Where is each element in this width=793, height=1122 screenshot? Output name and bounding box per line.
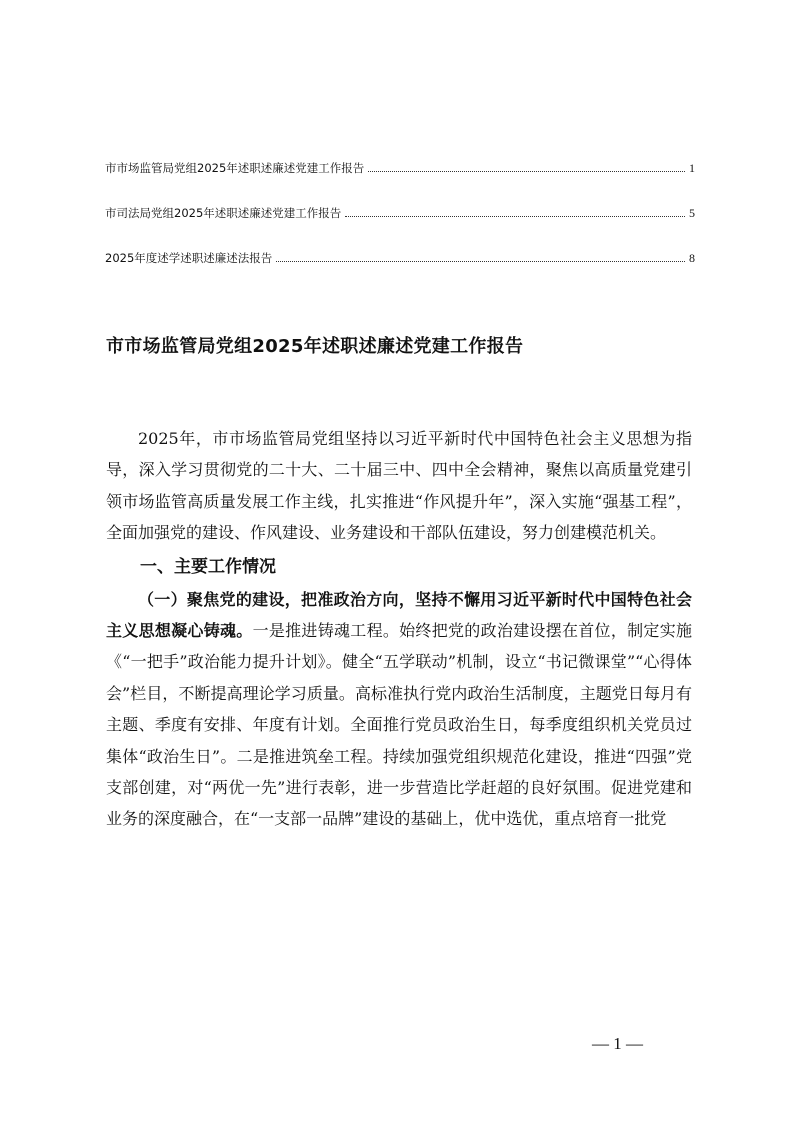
body-paragraph [106, 584, 692, 835]
document-title: 市市场监管局党组2025年述职述廉述党建工作报告 [106, 336, 524, 357]
page-number: — 1 — [592, 1034, 643, 1053]
paragraph-lead: （一）聚焦党的建设，把准政治方向，坚持不懈用习近平新时代中国特色社会主义思想凝心铸魂。 [106, 589, 692, 641]
toc-entry[interactable] [105, 205, 695, 225]
toc-entry-page: 1 [689, 161, 695, 175]
toc-leader-dots [276, 260, 685, 262]
toc-leader-dots [345, 215, 685, 217]
table-of-contents [105, 160, 695, 295]
toc-entry[interactable] [105, 250, 695, 270]
toc-entry-page: 5 [689, 206, 695, 220]
toc-leader-dots [368, 170, 685, 172]
toc-entry[interactable] [105, 160, 695, 180]
toc-entry-page: 8 [689, 251, 695, 265]
intro-paragraph: 2025年，市市场监管局党组坚持以习近平新时代中国特色社会主义思想为指导，深入学习贯彻党的二十大、二十届三中、四中全会精神，聚焦以高质量党建引领市场监管高质量发展工作主线，扎实推进“作风提升年”，深入实施“强基工程”，全面加强党的建设、作风建设、业务建设和干部队伍建设，努力创建模范机关。 [106, 429, 692, 543]
toc-entry-title: 市市场监管局党组2025年述职述廉述党建工作报告 [105, 161, 365, 175]
section-heading: 一、主要工作情况 [140, 556, 276, 577]
document-body [106, 423, 692, 835]
toc-entry-title: 2025年度述学述职述廉述法报告 [105, 251, 273, 265]
toc-entry-title: 市司法局党组2025年述职述廉述党建工作报告 [105, 206, 342, 220]
paragraph-body: 一是推进铸魂工程。始终把党的政治建设摆在首位，制定实施《“一把手”政治能力提升计划》。健全“五学联动”机制，设立“书记微课堂”“心得体会”栏目，不断提高理论学习质量。高标准执行党内政治生活制度，主题党日每月有主题、季度有安排、年度有计划。全面推行党员政治生日，每季度组织机关党员过集体“政治生日”。二是推进筑垒工程。持续加强党组织规范化建设，推进“四强”党支部创建，对“两优一先”进行表彰，进一步营造比学赶超的良好氛围。促进党建和业务的深度融合，在“一支部一品牌”建设的基础上，优中选优，重点培育一批党 [106, 621, 692, 829]
